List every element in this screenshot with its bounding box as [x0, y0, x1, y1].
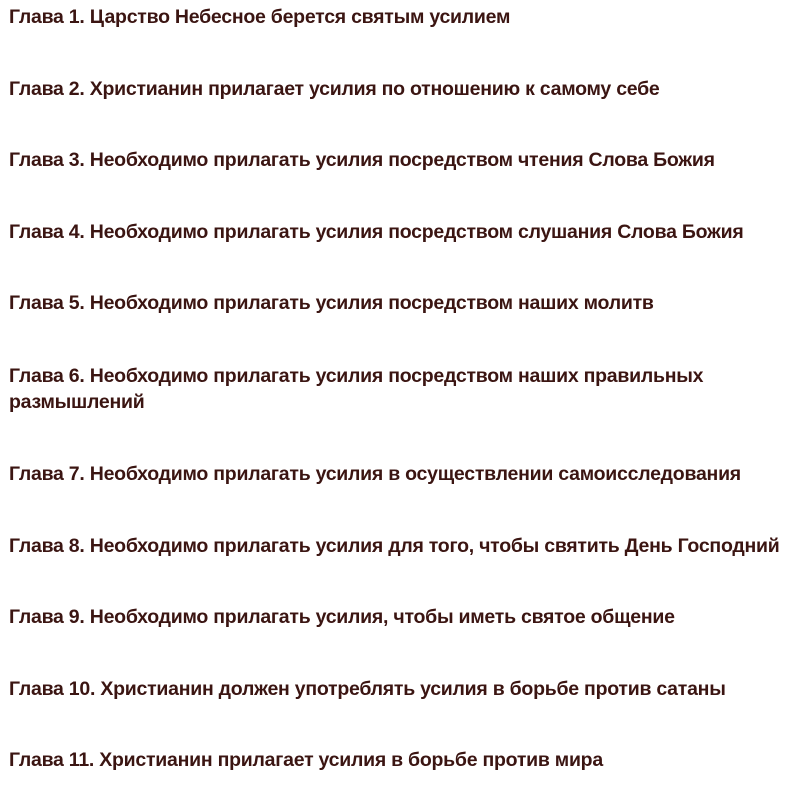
chapter-link-1[interactable]: Глава 1. Царство Небесное берется святым усилием	[9, 6, 511, 28]
chapter-link-5[interactable]: Глава 5. Необходимо прилагать усилия посредством наших молитв	[9, 292, 654, 314]
chapter-link-10[interactable]: Глава 10. Христианин должен употреблять усилия в борьбе против сатаны	[9, 678, 726, 700]
chapter-link-3[interactable]: Глава 3. Необходимо прилагать усилия посредством чтения Слова Божия	[9, 149, 715, 171]
chapter-link-7[interactable]: Глава 7. Необходимо прилагать усилия в осуществлении самоисследования	[9, 463, 741, 485]
chapter-link-8[interactable]: Глава 8. Необходимо прилагать усилия для того, чтобы святить День Господний	[9, 535, 780, 557]
chapter-link-2[interactable]: Глава 2. Христианин прилагает усилия по отношению к самому себе	[9, 78, 660, 100]
chapter-link-9[interactable]: Глава 9. Необходимо прилагать усилия, чтобы иметь святое общение	[9, 606, 675, 628]
chapter-link-11[interactable]: Глава 11. Христианин прилагает усилия в борьбе против мира	[9, 749, 603, 771]
chapter-link-6[interactable]: Глава 6. Необходимо прилагать усилия посредством наших правильных размышлений	[9, 365, 704, 413]
chapter-link-4[interactable]: Глава 4. Необходимо прилагать усилия посредством слушания Слова Божия	[9, 221, 744, 243]
